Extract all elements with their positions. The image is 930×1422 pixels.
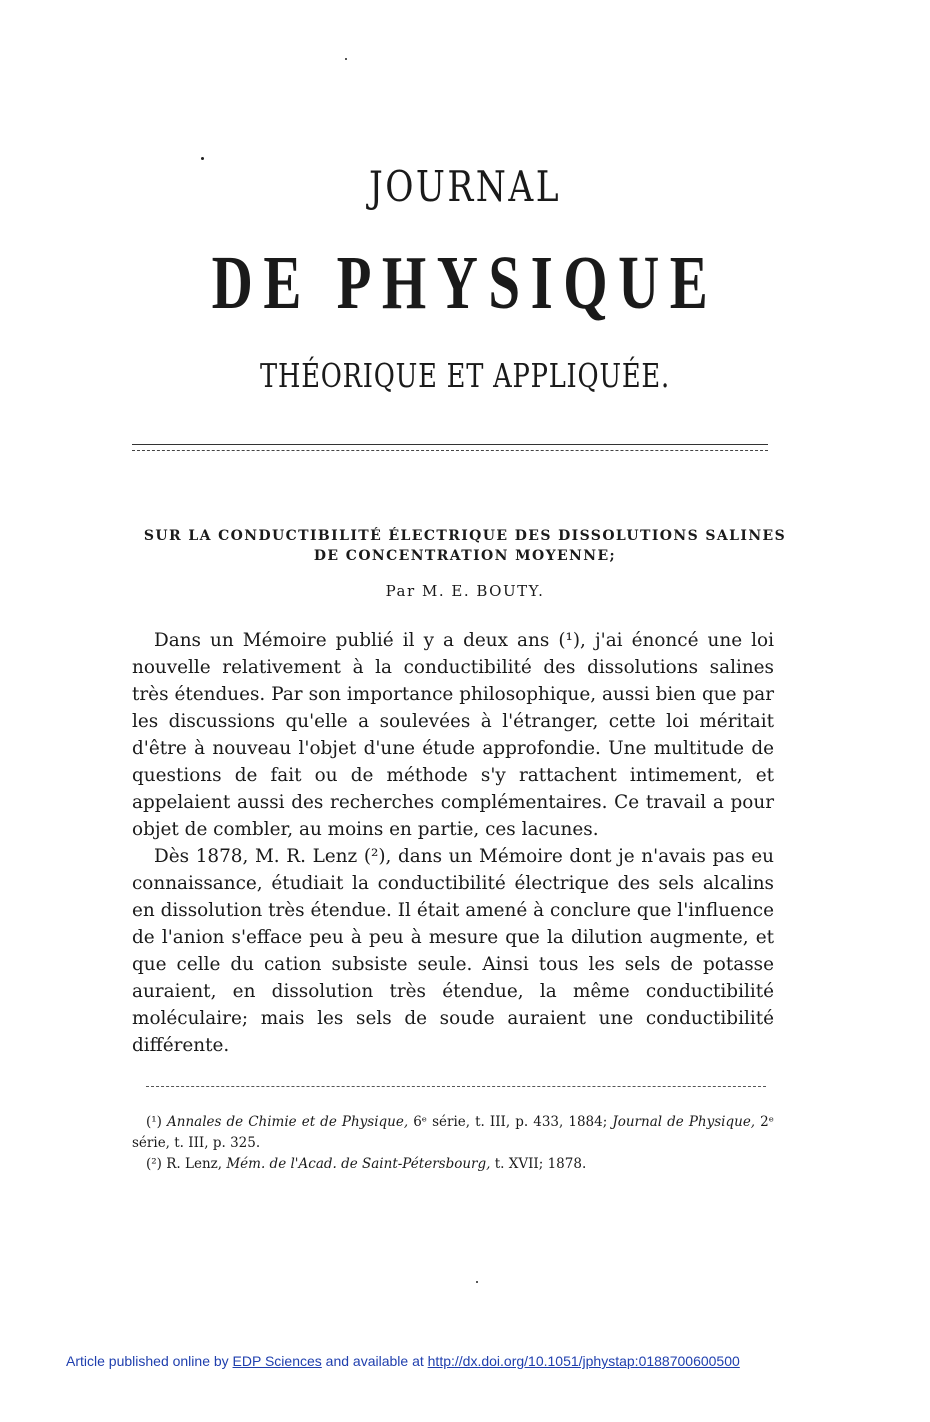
- notice-prefix: Article published online by: [66, 1353, 229, 1369]
- footnote-1-source: Annales de Chimie et de Physique,: [167, 1114, 409, 1130]
- body-paragraph-2: Dès 1878, M. R. Lenz (²), dans un Mémoire dont je n'avais pas eu connaissance, étudiait la conductibilité électrique des sels alcalins en dissolution très étendue. Il était amené à conclure que l'influence de l'anion s'efface peu à peu à mesure que la dilution augmente, et que celle du cation subsiste seule. Ainsi tous les sels de potasse auraient, en dissolution très étendue, la même conductibilité moléculaire; mais les sels de soude auraient une conductibilité différente.: [132, 846, 774, 1056]
- footnote-1-ref2: 2ᵉ série, t. III, p. 325.: [132, 1114, 774, 1151]
- journal-title: JOURNAL: [368, 162, 562, 211]
- author-name: M. E. BOUTY.: [421, 582, 545, 600]
- footnote-rule: [146, 1086, 766, 1087]
- footnote-2-author: R. Lenz,: [166, 1156, 223, 1172]
- footnote-2-ref: t. XVII; 1878.: [494, 1156, 587, 1172]
- scan-speck: [345, 58, 347, 60]
- publisher-link[interactable]: EDP Sciences: [232, 1353, 322, 1369]
- article-title-line2: DE CONCENTRATION MOYENNE;: [313, 548, 617, 564]
- footnote-1: [132, 1112, 774, 1154]
- article-author: [0, 582, 930, 600]
- doi-link[interactable]: http://dx.doi.org/10.1051/jphystap:0188700600500: [427, 1353, 740, 1369]
- article-title: [0, 526, 930, 566]
- footnote-2-source: Mém. de l'Acad. de Saint-Pétersbourg,: [226, 1156, 491, 1172]
- scan-speck: [201, 157, 204, 160]
- footnote-2-mark: (²): [146, 1156, 162, 1172]
- footnote-1-mark: (¹): [146, 1114, 162, 1130]
- notice-middle: and available at: [325, 1353, 424, 1369]
- header-rule: [132, 444, 768, 445]
- header-rule-dashed: [132, 450, 768, 451]
- article-title-line1: SUR LA CONDUCTIBILITÉ ÉLECTRIQUE DES DISSOLUTIONS SALINES: [143, 528, 787, 544]
- footnote-1-ref: 6ᵉ série, t. III, p. 433, 1884;: [413, 1114, 608, 1130]
- journal-name: DE PHYSIQUE: [211, 241, 719, 325]
- journal-subtitle: THÉORIQUE ET APPLIQUÉE.: [260, 356, 670, 395]
- publication-notice: [66, 1353, 740, 1369]
- article-body: [132, 627, 774, 1059]
- author-prefix: Par: [385, 582, 416, 600]
- footnote-2: [132, 1154, 774, 1175]
- footnotes: [132, 1112, 774, 1175]
- footnote-1-journal: Journal de Physique,: [612, 1114, 756, 1130]
- scan-speck: [476, 1281, 478, 1283]
- body-paragraph-1: Dans un Mémoire publié il y a deux ans (¹), j'ai énoncé une loi nouvelle relativement à la conductibilité des dissolutions salines très étendues. Par son importance philosophique, aussi bien que par les discussions qu'elle a soulevées à l'étranger, cette loi méritait d'être à nouveau l'objet d'une étude approfondie. Une multitude de questions de fait ou de méthode s'y rattachent intimement, et appelaient aussi des recherches complémentaires. Ce travail a pour objet de combler, au moins en partie, ces lacunes.: [132, 630, 774, 840]
